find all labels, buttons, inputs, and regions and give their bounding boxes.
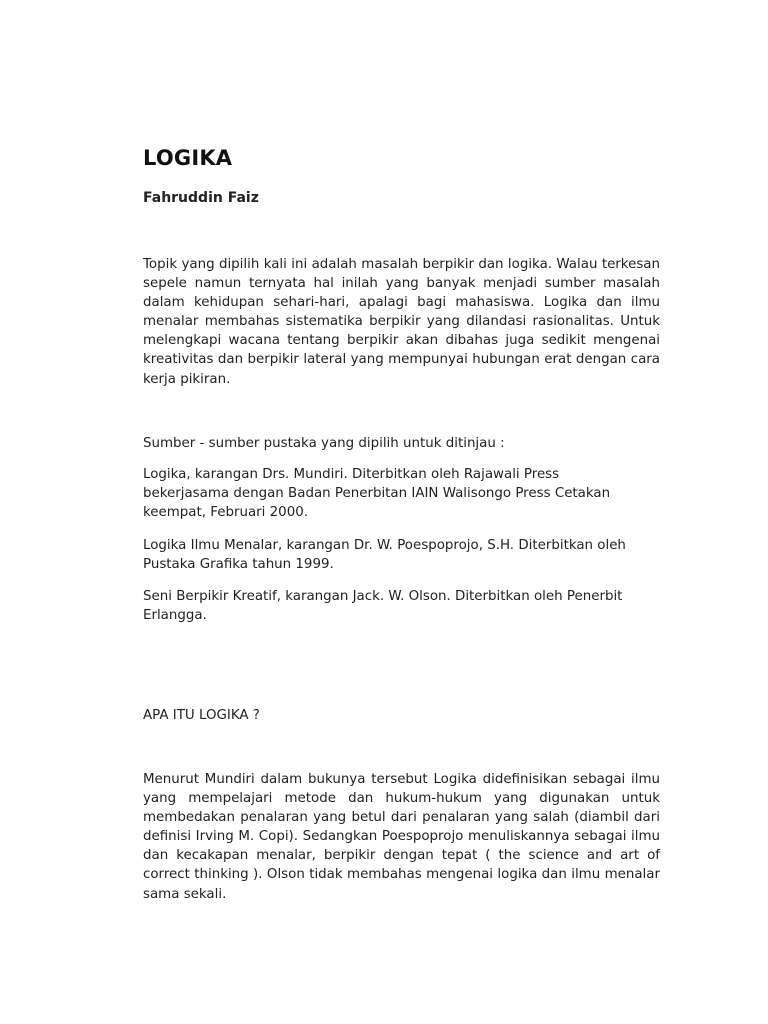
source-item: Seni Berpikir Kreatif, karangan Jack. W. Olson. Diterbitkan oleh Penerbit Erlangga. bbox=[143, 589, 623, 624]
document-title: LOGIKA bbox=[143, 146, 233, 170]
section-body-paragraph: Menurut Mundiri dalam bukunya tersebut Logika didefinisikan sebagai ilmu yang mempelajari metode dan hukum-hukum yang digunakan untuk membedakan penalaran yang betul dari penalaran yang salah (diambil dari definisi Irving M. Copi). Sedangkan Poespoprojo menuliskannya sebagai ilmu dan kecakapan menalar, berpikir dengan tepat ( the science and art of correct thinking ). Olson tidak membahas mengenai logika dan ilmu menalar sama sekali. bbox=[143, 772, 660, 902]
sources-heading: Sumber - sumber pustaka yang dipilih untuk ditinjau : bbox=[143, 436, 505, 451]
source-item: Logika Ilmu Menalar, karangan Dr. W. Poespoprojo, S.H. Diterbitkan oleh Pustaka Grafika tahun 1999. bbox=[143, 538, 626, 573]
author-name: Fahruddin Faiz bbox=[143, 190, 259, 206]
intro-paragraph: Topik yang dipilih kali ini adalah masalah berpikir dan logika. Walau terkesan sepele namun ternyata hal inilah yang banyak menjadi sumber masalah dalam kehidupan sehari-hari, apalagi bagi mahasiswa. Logika dan ilmu menalar membahas sistematika berpikir yang dilandasi rasionalitas. Untuk melengkapi wacana tentang berpikir akan dibahas juga sedikit mengenai kreativitas dan berpikir lateral yang mempunyai hubungan erat dengan cara kerja pikiran. bbox=[143, 257, 660, 387]
source-item: Logika, karangan Drs. Mundiri. Diterbitkan oleh Rajawali Press bekerjasama dengan Badan Penerbitan IAIN Walisongo Press Cetakan keempat, Februari 2000. bbox=[143, 467, 611, 521]
section-heading: APA ITU LOGIKA ? bbox=[143, 708, 260, 723]
